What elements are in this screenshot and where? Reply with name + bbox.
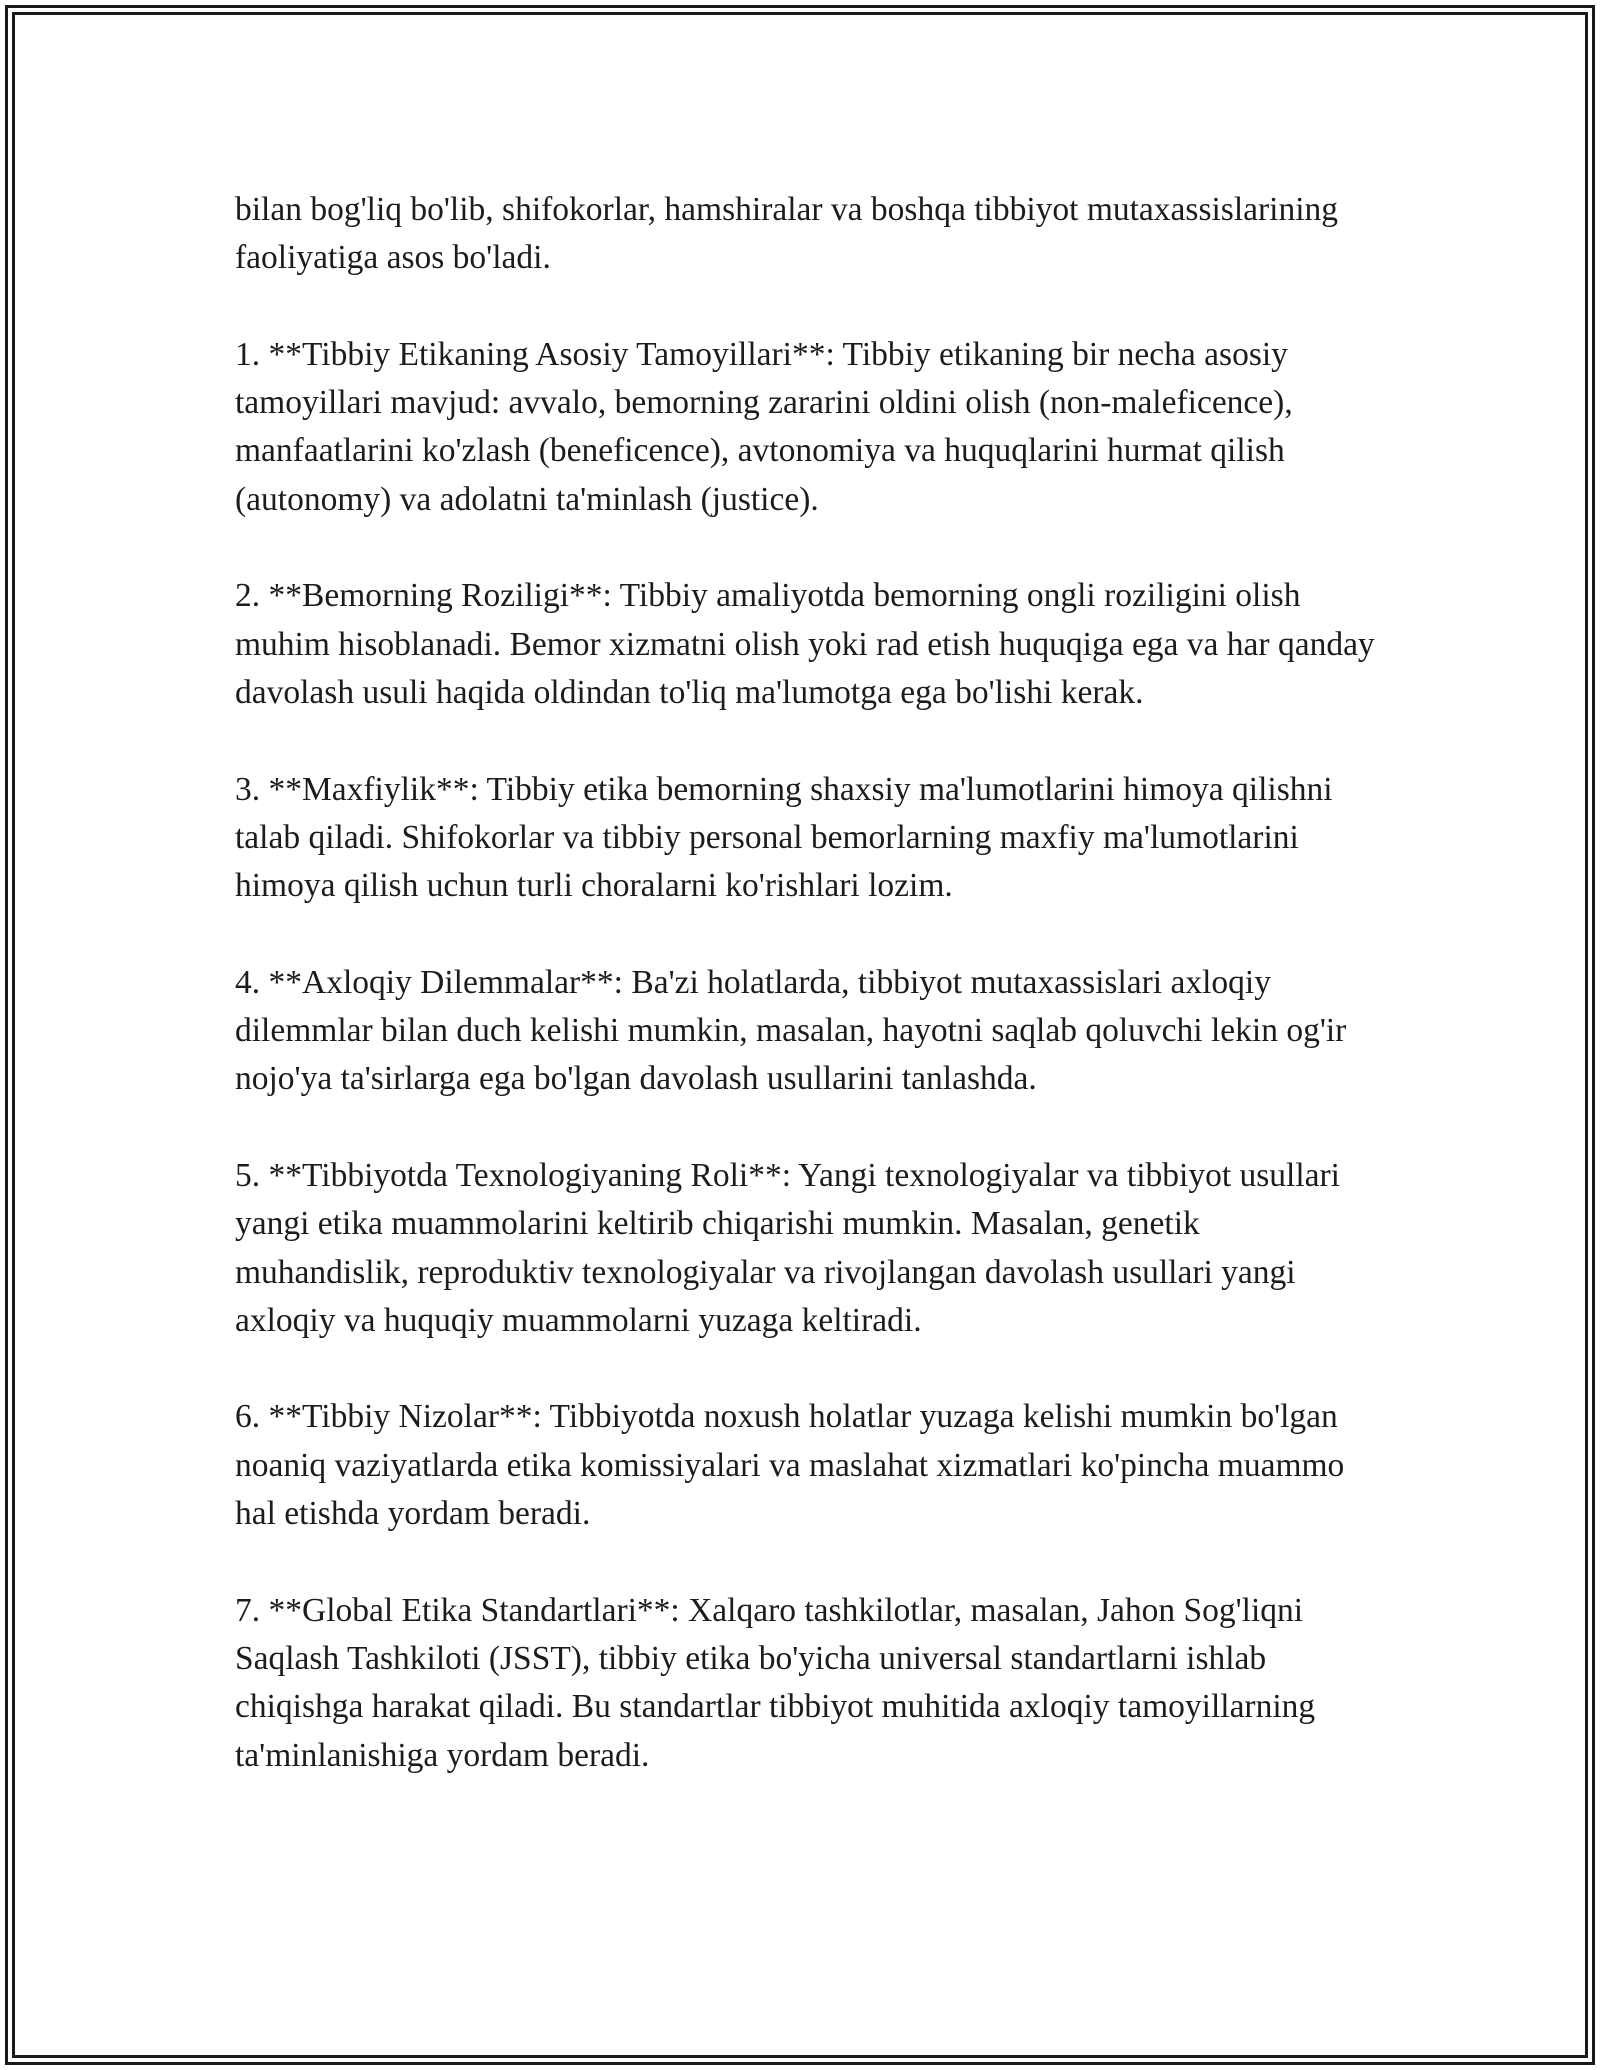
paragraph-item-1: 1. **Tibbiy Etikaning Asosiy Tamoyillari**: Tibbiy etikaning bir necha asosiy tamoyillari mavjud: avvalo, bemorning zararini oldini olish (non-maleficence), manfaatlarini ko'zlash (beneficence), avtonomiya va huquqlarini hurmat qilish (autonomy) va adolatni ta'minlash (justice). (235, 335, 1293, 518)
paragraph-item-6: 6. **Tibbiy Nizolar**: Tibbiyotda noxush holatlar yuzaga kelishi mumkin bo'lgan noaniq vaziyatlarda etika komissiyalari va maslahat xizmatlari ko'pincha muammo hal etishda yordam beradi. (235, 1398, 1345, 1533)
paragraph-item-7: 7. **Global Etika Standartlari**: Xalqaro tashkilotlar, masalan, Jahon Sog'liqni Saqlash Tashkiloti (JSST), tibbiy etika bo'yicha universal standartlarni ishlab chiqishga harakat qiladi. Bu standartlar tibbiyot muhitida axloqiy tamoyillarning ta'minlanishiga yordam beradi. (235, 1591, 1316, 1774)
paragraph-intro-continuation: bilan bog'liq bo'lib, shifokorlar, hamshiralar va boshqa tibbiyot mutaxassislarining faoliyatiga asos bo'ladi. (235, 191, 1339, 277)
paragraph-item-2: 2. **Bemorning Roziligi**: Tibbiy amaliyotda bemorning ongli roziligini olish muhim hisoblanadi. Bemor xizmatni olish yoki rad etish huquqiga ega va har qanday davolash usuli haqida oldindan to'liq ma'lumotga ega bo'lishi kerak. (235, 577, 1375, 711)
document-body (235, 186, 1375, 1780)
paragraph-item-5: 5. **Tibbiyotda Texnologiyaning Roli**: Yangi texnologiyalar va tibbiyot usullari yangi etika muammolarini keltirib chiqarishi mumkin. Masalan, genetik muhandislik, reproduktiv texnologiyalar va rivojlangan davolash usullari yangi axloqiy va huquqiy muammolarni yuzaga keltiradi. (235, 1156, 1340, 1339)
paragraph-item-3: 3. **Maxfiylik**: Tibbiy etika bemorning shaxsiy ma'lumotlarini himoya qilishni talab qiladi. Shifokorlar va tibbiy personal bemorlarning maxfiy ma'lumotlarini himoya qilish uchun turli choralarni ko'rishlari lozim. (235, 770, 1333, 905)
paragraph-item-4: 4. **Axloqiy Dilemmalar**: Ba'zi holatlarda, tibbiyot mutaxassislari axloqiy dilemmlar bilan duch kelishi mumkin, masalan, hayotni saqlab qoluvchi lekin og'ir nojo'ya ta'sirlarga ega bo'lgan davolash usullarini tanlashda. (235, 963, 1347, 1098)
